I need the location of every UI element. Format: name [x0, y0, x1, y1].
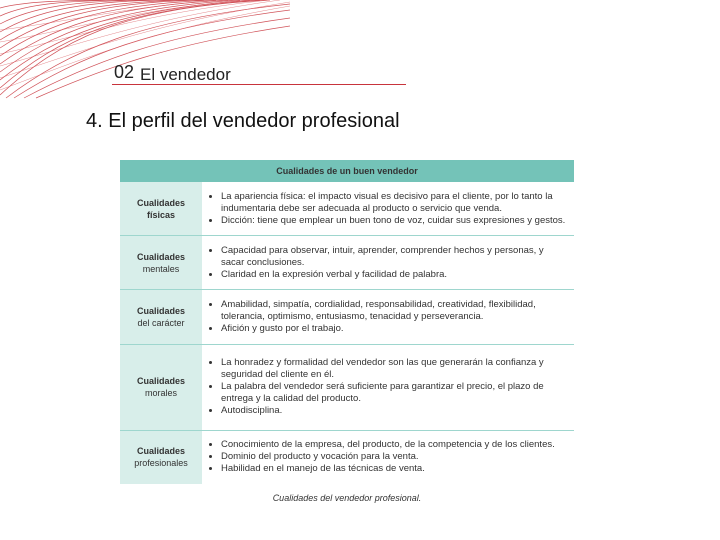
chapter-header — [112, 60, 406, 85]
category-label: morales — [144, 388, 177, 399]
table-row — [120, 430, 574, 484]
table-caption: Cualidades del vendedor profesional. — [272, 493, 422, 503]
category-cell — [120, 290, 202, 344]
table-row — [120, 236, 574, 290]
list-item: • Habilidad en el manejo de las técnicas de venta. — [221, 463, 568, 475]
table-row — [120, 344, 574, 430]
table-row — [120, 182, 574, 236]
category-label: mentales — [142, 263, 180, 274]
list-item: • Claridad en la expresión verbal y facilidad de palabra. — [221, 269, 568, 281]
description-cell — [202, 236, 574, 290]
list-item: • Dicción: tiene que emplear un buen tono de voz, cuidar sus expresiones y gestos. — [221, 215, 568, 227]
category-cell — [120, 344, 202, 430]
table-header: Cualidades de un buen vendedor — [120, 160, 574, 182]
category-label: Cualidades — [136, 306, 185, 317]
chapter-number: 02 — [114, 62, 135, 82]
list-item: • La palabra del vendedor será suficiente para garantizar el precio, el plazo de entrega y la calidad del producto. — [221, 381, 568, 405]
description-cell — [202, 182, 574, 236]
category-cell — [120, 182, 202, 236]
category-label: Cualidades — [136, 197, 185, 208]
slide-title: 4. El perfil del vendedor profesional — [86, 110, 400, 132]
category-label: Cualidades — [136, 376, 185, 387]
category-cell — [120, 236, 202, 290]
category-label: Cualidades — [136, 251, 185, 262]
list-item: • Dominio del producto y vocación para la venta. — [221, 451, 568, 463]
description-cell — [202, 344, 574, 430]
category-label: profesionales — [134, 458, 188, 469]
decorative-ribbon — [0, 0, 290, 100]
list-item: • Conocimiento de la empresa, del producto, de la competencia y de los clientes. — [221, 439, 568, 451]
list-item: • Capacidad para observar, intuir, aprender, comprender hechos y personas, y sacar conclusiones. — [221, 245, 568, 269]
category-label: del carácter — [137, 318, 185, 329]
list-item: • La honradez y formalidad del vendedor son las que generarán la confianza y seguridad del cliente en él. — [221, 357, 568, 381]
table-header-row — [120, 160, 574, 182]
description-cell — [202, 290, 574, 344]
description-cell — [202, 430, 574, 484]
table-row — [120, 290, 574, 344]
chapter-title: El vendedor — [140, 65, 231, 84]
qualities-table — [120, 160, 574, 484]
list-item: • Afición y gusto por el trabajo. — [221, 323, 568, 335]
list-item: • Autodisciplina. — [221, 405, 568, 417]
category-cell — [120, 430, 202, 484]
category-label: Cualidades — [136, 446, 185, 457]
list-item: • La apariencia física: el impacto visual es decisivo para el cliente, por lo tanto la indumentaria debe ser adecuada al producto o servicio que venda. — [221, 191, 568, 215]
list-item: • Amabilidad, simpatía, cordialidad, responsabilidad, creatividad, flexibilidad, tolerancia, optimismo, entusiasmo, tenacidad y perseverancia. — [221, 299, 568, 323]
category-label: físicas — [146, 209, 176, 220]
